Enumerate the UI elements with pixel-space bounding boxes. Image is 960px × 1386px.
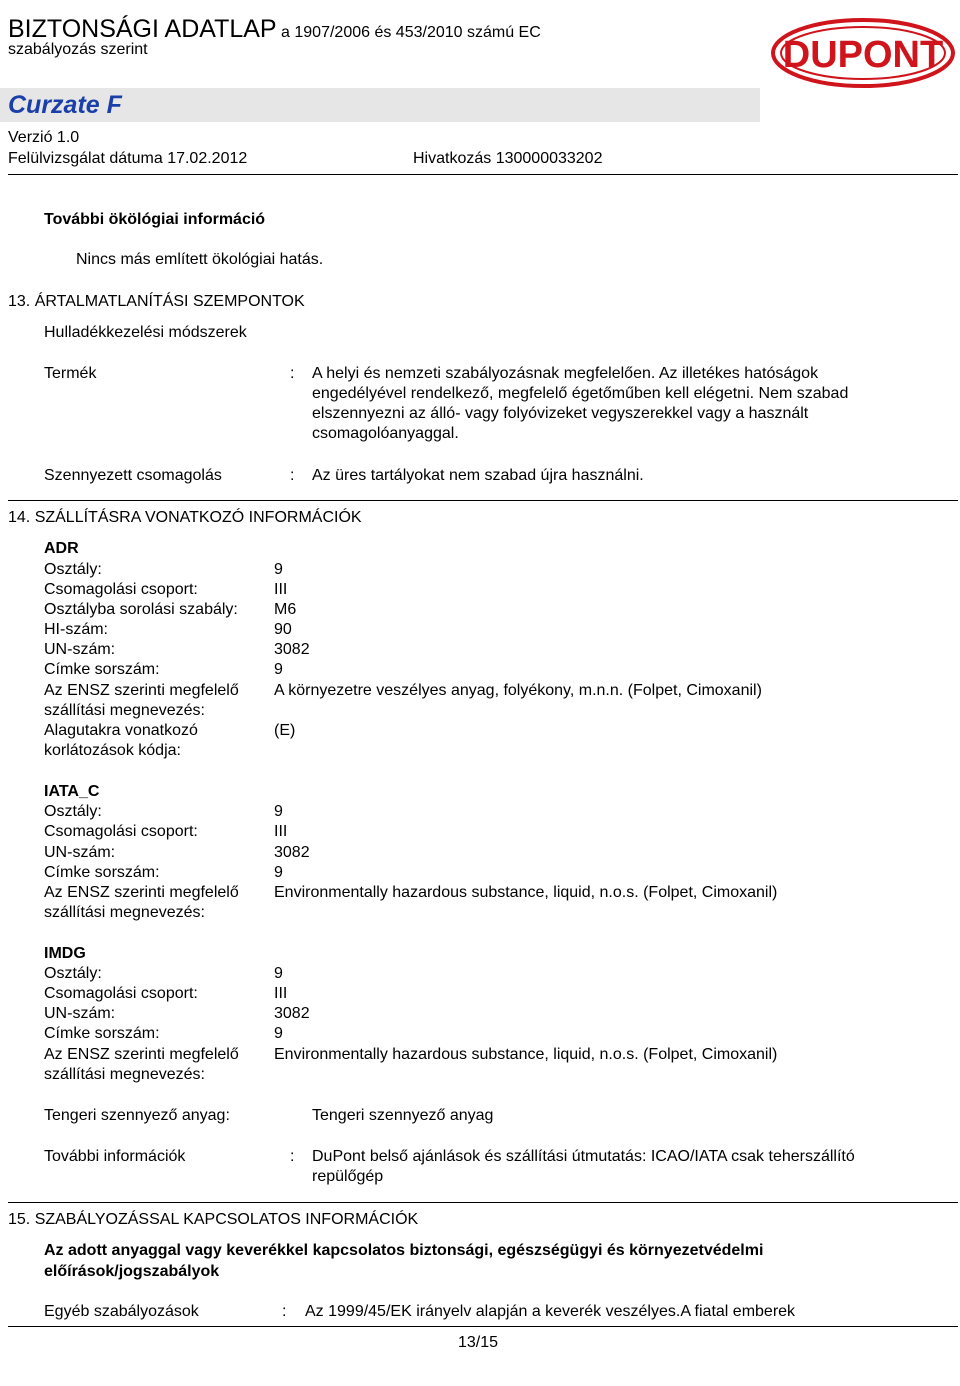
dupont-logo [770, 18, 956, 88]
colon: : [290, 1148, 295, 1165]
imdg-class-value: 9 [274, 965, 283, 982]
section-15-heading: 15. SZABÁLYOZÁSSAL KAPCSOLATOS INFORMÁCIÓK [8, 1211, 419, 1228]
adr-cc-value: M6 [274, 601, 297, 618]
iata-un-value: 3082 [274, 844, 310, 861]
section-15-subheading: előírások/jogszabályok [44, 1263, 220, 1280]
adr-psn-label: szállítási megnevezés: [44, 702, 205, 719]
iata-label-no-value: 9 [274, 864, 283, 881]
section-13-heading: 13. ÁRTALMATLANÍTÁSI SZEMPONTOK [8, 293, 305, 310]
iata-pg-label: Csomagolási csoport: [44, 823, 198, 840]
adr-label-no-value: 9 [274, 661, 283, 678]
eco-text: Nincs más említett ökológiai hatás. [76, 251, 324, 268]
adr-hi-label: HI-szám: [44, 621, 108, 638]
adr-un-label: UN-szám: [44, 641, 116, 658]
imdg-title: IMDG [44, 945, 86, 962]
product-text-line: csomagolóanyaggal. [312, 425, 459, 442]
imdg-pg-value: III [274, 985, 288, 1002]
iata-title: IATA_C [44, 783, 100, 800]
iata-psn-value: Environmentally hazardous substance, liquid, n.o.s. (Folpet, Cimoxanil) [274, 884, 778, 901]
iata-label-no-label: Címke sorszám: [44, 864, 160, 881]
revision-date: Felülvizsgálat dátuma 17.02.2012 [8, 150, 248, 167]
reference-number: Hivatkozás 130000033202 [413, 150, 603, 167]
section-14-heading: 14. SZÁLLÍTÁSRA VONATKOZÓ INFORMÁCIÓK [8, 509, 362, 526]
imdg-class-label: Osztály: [44, 965, 102, 982]
colon: : [282, 1303, 287, 1320]
imdg-pg-label: Csomagolási csoport: [44, 985, 198, 1002]
adr-pg-value: III [274, 581, 288, 598]
other-regulations-label: Egyéb szabályozások [44, 1303, 199, 1320]
product-name: Curzate F [8, 91, 122, 119]
imdg-label-no-value: 9 [274, 1025, 283, 1042]
iata-class-value: 9 [274, 803, 283, 820]
title-line2: szabályozás szerint [8, 41, 148, 58]
marine-pollutant-value: Tengeri szennyező anyag [312, 1107, 494, 1124]
adr-un-value: 3082 [274, 641, 310, 658]
page-number: 13/15 [458, 1334, 499, 1351]
further-info-text: DuPont belső ajánlások és szállítási útmutatás: ICAO/IATA csak teherszállító [312, 1148, 855, 1165]
imdg-psn-label: szállítási megnevezés: [44, 1066, 205, 1083]
product-text-line: elszennyezni az álló- vagy folyóvizeket vegyszerekkel vagy a használt [312, 405, 809, 422]
adr-hi-value: 90 [274, 621, 292, 638]
colon: : [290, 365, 295, 382]
adr-cc-label: Osztályba sorolási szabály: [44, 601, 238, 618]
logo-text: DUPONT [782, 34, 944, 76]
further-info-label: További információk [44, 1148, 186, 1165]
section-13-subheading: Hulladékkezelési módszerek [44, 324, 247, 341]
adr-title: ADR [44, 540, 79, 557]
adr-tunnel-label: korlátozások kódja: [44, 742, 181, 759]
title-rest: a 1907/2006 és 453/2010 számú EC [276, 24, 541, 41]
imdg-un-label: UN-szám: [44, 1005, 116, 1022]
header-divider [8, 174, 958, 175]
iata-un-label: UN-szám: [44, 844, 116, 861]
adr-psn-label: Az ENSZ szerinti megfelelő [44, 682, 239, 699]
imdg-psn-value: Environmentally hazardous substance, liquid, n.o.s. (Folpet, Cimoxanil) [274, 1046, 778, 1063]
marine-pollutant-label: Tengeri szennyező anyag: [44, 1107, 230, 1124]
product-text-line: engedélyével rendelkező, megfelelő égetőműben kell elégetni. Nem szabad [312, 385, 849, 402]
section-15-subheading: Az adott anyaggal vagy keverékkel kapcsolatos biztonsági, egészségügyi és környezetvédelmi [44, 1242, 764, 1259]
packaging-label: Szennyezett csomagolás [44, 467, 222, 484]
iata-psn-label: szállítási megnevezés: [44, 904, 205, 921]
adr-label-no-label: Címke sorszám: [44, 661, 160, 678]
further-info-text: repülőgép [312, 1168, 384, 1185]
adr-tunnel-value: (E) [274, 722, 296, 739]
adr-psn-value: A környezetre veszélyes anyag, folyékony, m.n.n. (Folpet, Cimoxanil) [274, 682, 762, 699]
section-divider [8, 500, 958, 501]
adr-tunnel-label: Alagutakra vonatkozó [44, 722, 198, 739]
product-text-line: A helyi és nemzeti szabályozásnak megfelelően. Az illetékes hatóságok [312, 365, 819, 382]
packaging-text: Az üres tartályokat nem szabad újra használni. [312, 467, 644, 484]
iata-class-label: Osztály: [44, 803, 102, 820]
adr-class-value: 9 [274, 561, 283, 578]
eco-heading: További ökölógiai információ [44, 211, 266, 228]
adr-class-label: Osztály: [44, 561, 102, 578]
product-label: Termék [44, 365, 97, 382]
iata-psn-label: Az ENSZ szerinti megfelelő [44, 884, 239, 901]
section-divider [8, 1202, 958, 1203]
version: Verzió 1.0 [8, 129, 80, 146]
title-main: BIZTONSÁGI ADATLAP [8, 15, 277, 43]
imdg-un-value: 3082 [274, 1005, 310, 1022]
imdg-label-no-label: Címke sorszám: [44, 1025, 160, 1042]
imdg-psn-label: Az ENSZ szerinti megfelelő [44, 1046, 239, 1063]
other-regulations-text: Az 1999/45/EK irányelv alapján a keverék veszélyes.A fiatal emberek [305, 1303, 796, 1320]
iata-pg-value: III [274, 823, 288, 840]
adr-pg-label: Csomagolási csoport: [44, 581, 198, 598]
colon: : [290, 467, 295, 484]
footer-divider [8, 1326, 958, 1327]
